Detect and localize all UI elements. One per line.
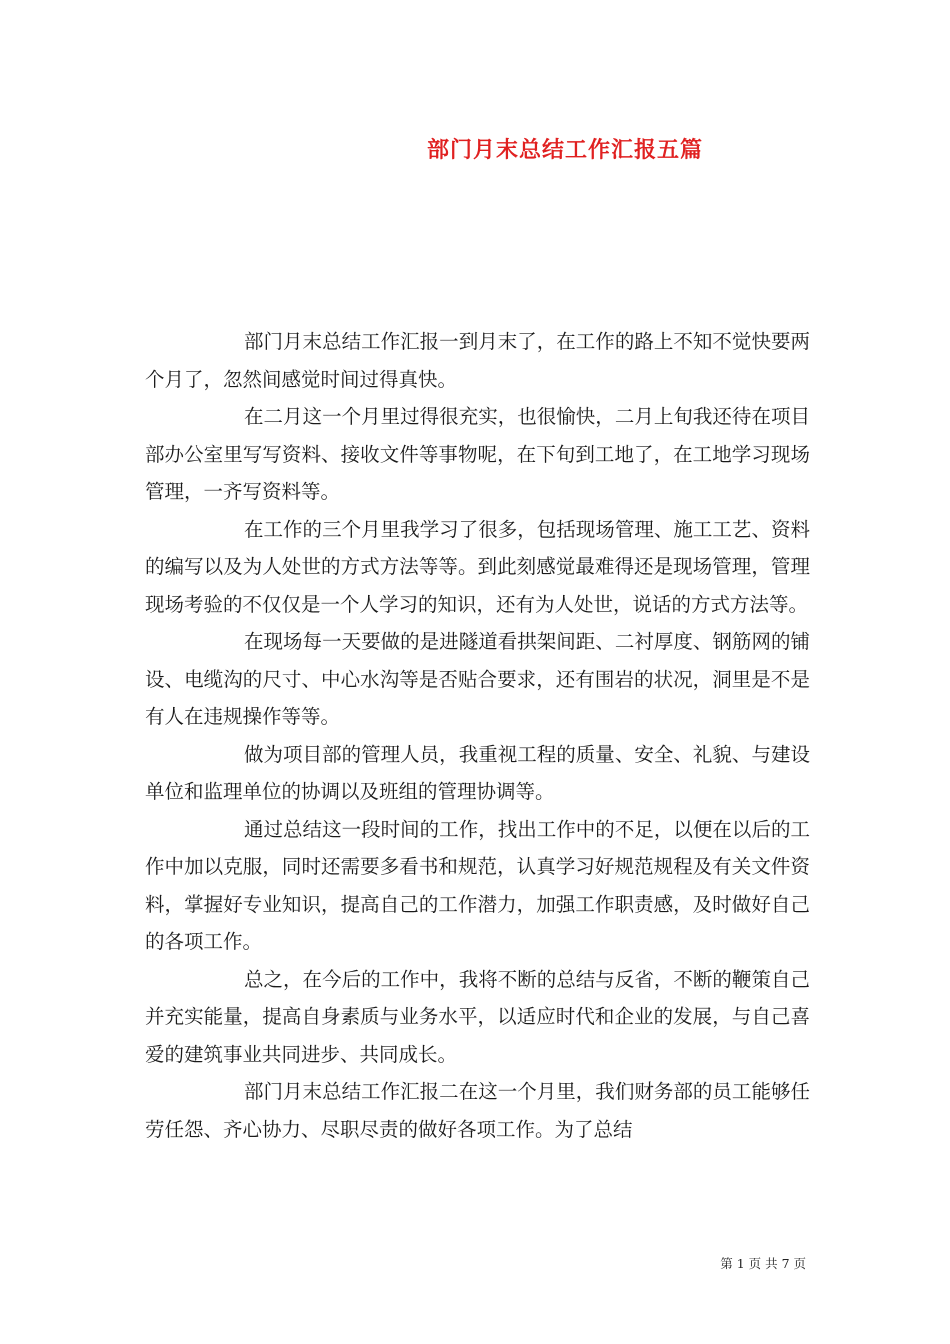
paragraph: 在工作的三个月里我学习了很多，包括现场管理、施工工艺、资料的编写以及为人处世的方式方法等等。到此刻感觉最难得还是现场管理，管理现场考验的不仅仅是一个人学习的知识，还有为人处世，说话的方式方法等。 — [145, 517, 810, 616]
paragraph: 做为项目部的管理人员，我重视工程的质量、安全、礼貌、与建设单位和监理单位的协调以及班组的管理协调等。 — [145, 742, 810, 803]
page-number-footer: 第 1 页 共 7 页 — [720, 1256, 806, 1271]
paragraph: 部门月末总结工作汇报一到月末了，在工作的路上不知不觉快要两个月了，忽然间感觉时间过得真快。 — [145, 330, 810, 391]
paragraph: 通过总结这一段时间的工作，找出工作中的不足，以便在以后的工作中加以克服，同时还需要多看书和规范，认真学习好规范规程及有关文件资料，掌握好专业知识，提高自己的工作潜力，加强工作职责感，及时做好自己的各项工作。 — [145, 817, 810, 953]
paragraph: 在二月这一个月里过得很充实，也很愉快，二月上旬我还待在项目部办公室里写写资料、接收文件等事物呢，在下旬到工地了，在工地学习现场管理，一齐写资料等。 — [145, 405, 810, 503]
document-title: 部门月末总结工作汇报五篇 — [426, 137, 703, 163]
document-body — [145, 323, 810, 1148]
paragraph: 总之，在今后的工作中，我将不断的总结与反省，不断的鞭策自己并充实能量，提高自身素质与业务水平，以适应时代和企业的发展，与自己喜爱的建筑事业共同进步、共同成长。 — [145, 967, 810, 1066]
paragraph: 部门月末总结工作汇报二在这一个月里，我们财务部的员工能够任劳任怨、齐心协力、尽职尽责的做好各项工作。为了总结 — [145, 1080, 810, 1141]
paragraph: 在现场每一天要做的是进隧道看拱架间距、二衬厚度、钢筋网的铺设、电缆沟的尺寸、中心水沟等是否贴合要求，还有围岩的状况，洞里是不是有人在违规操作等等。 — [145, 630, 810, 728]
